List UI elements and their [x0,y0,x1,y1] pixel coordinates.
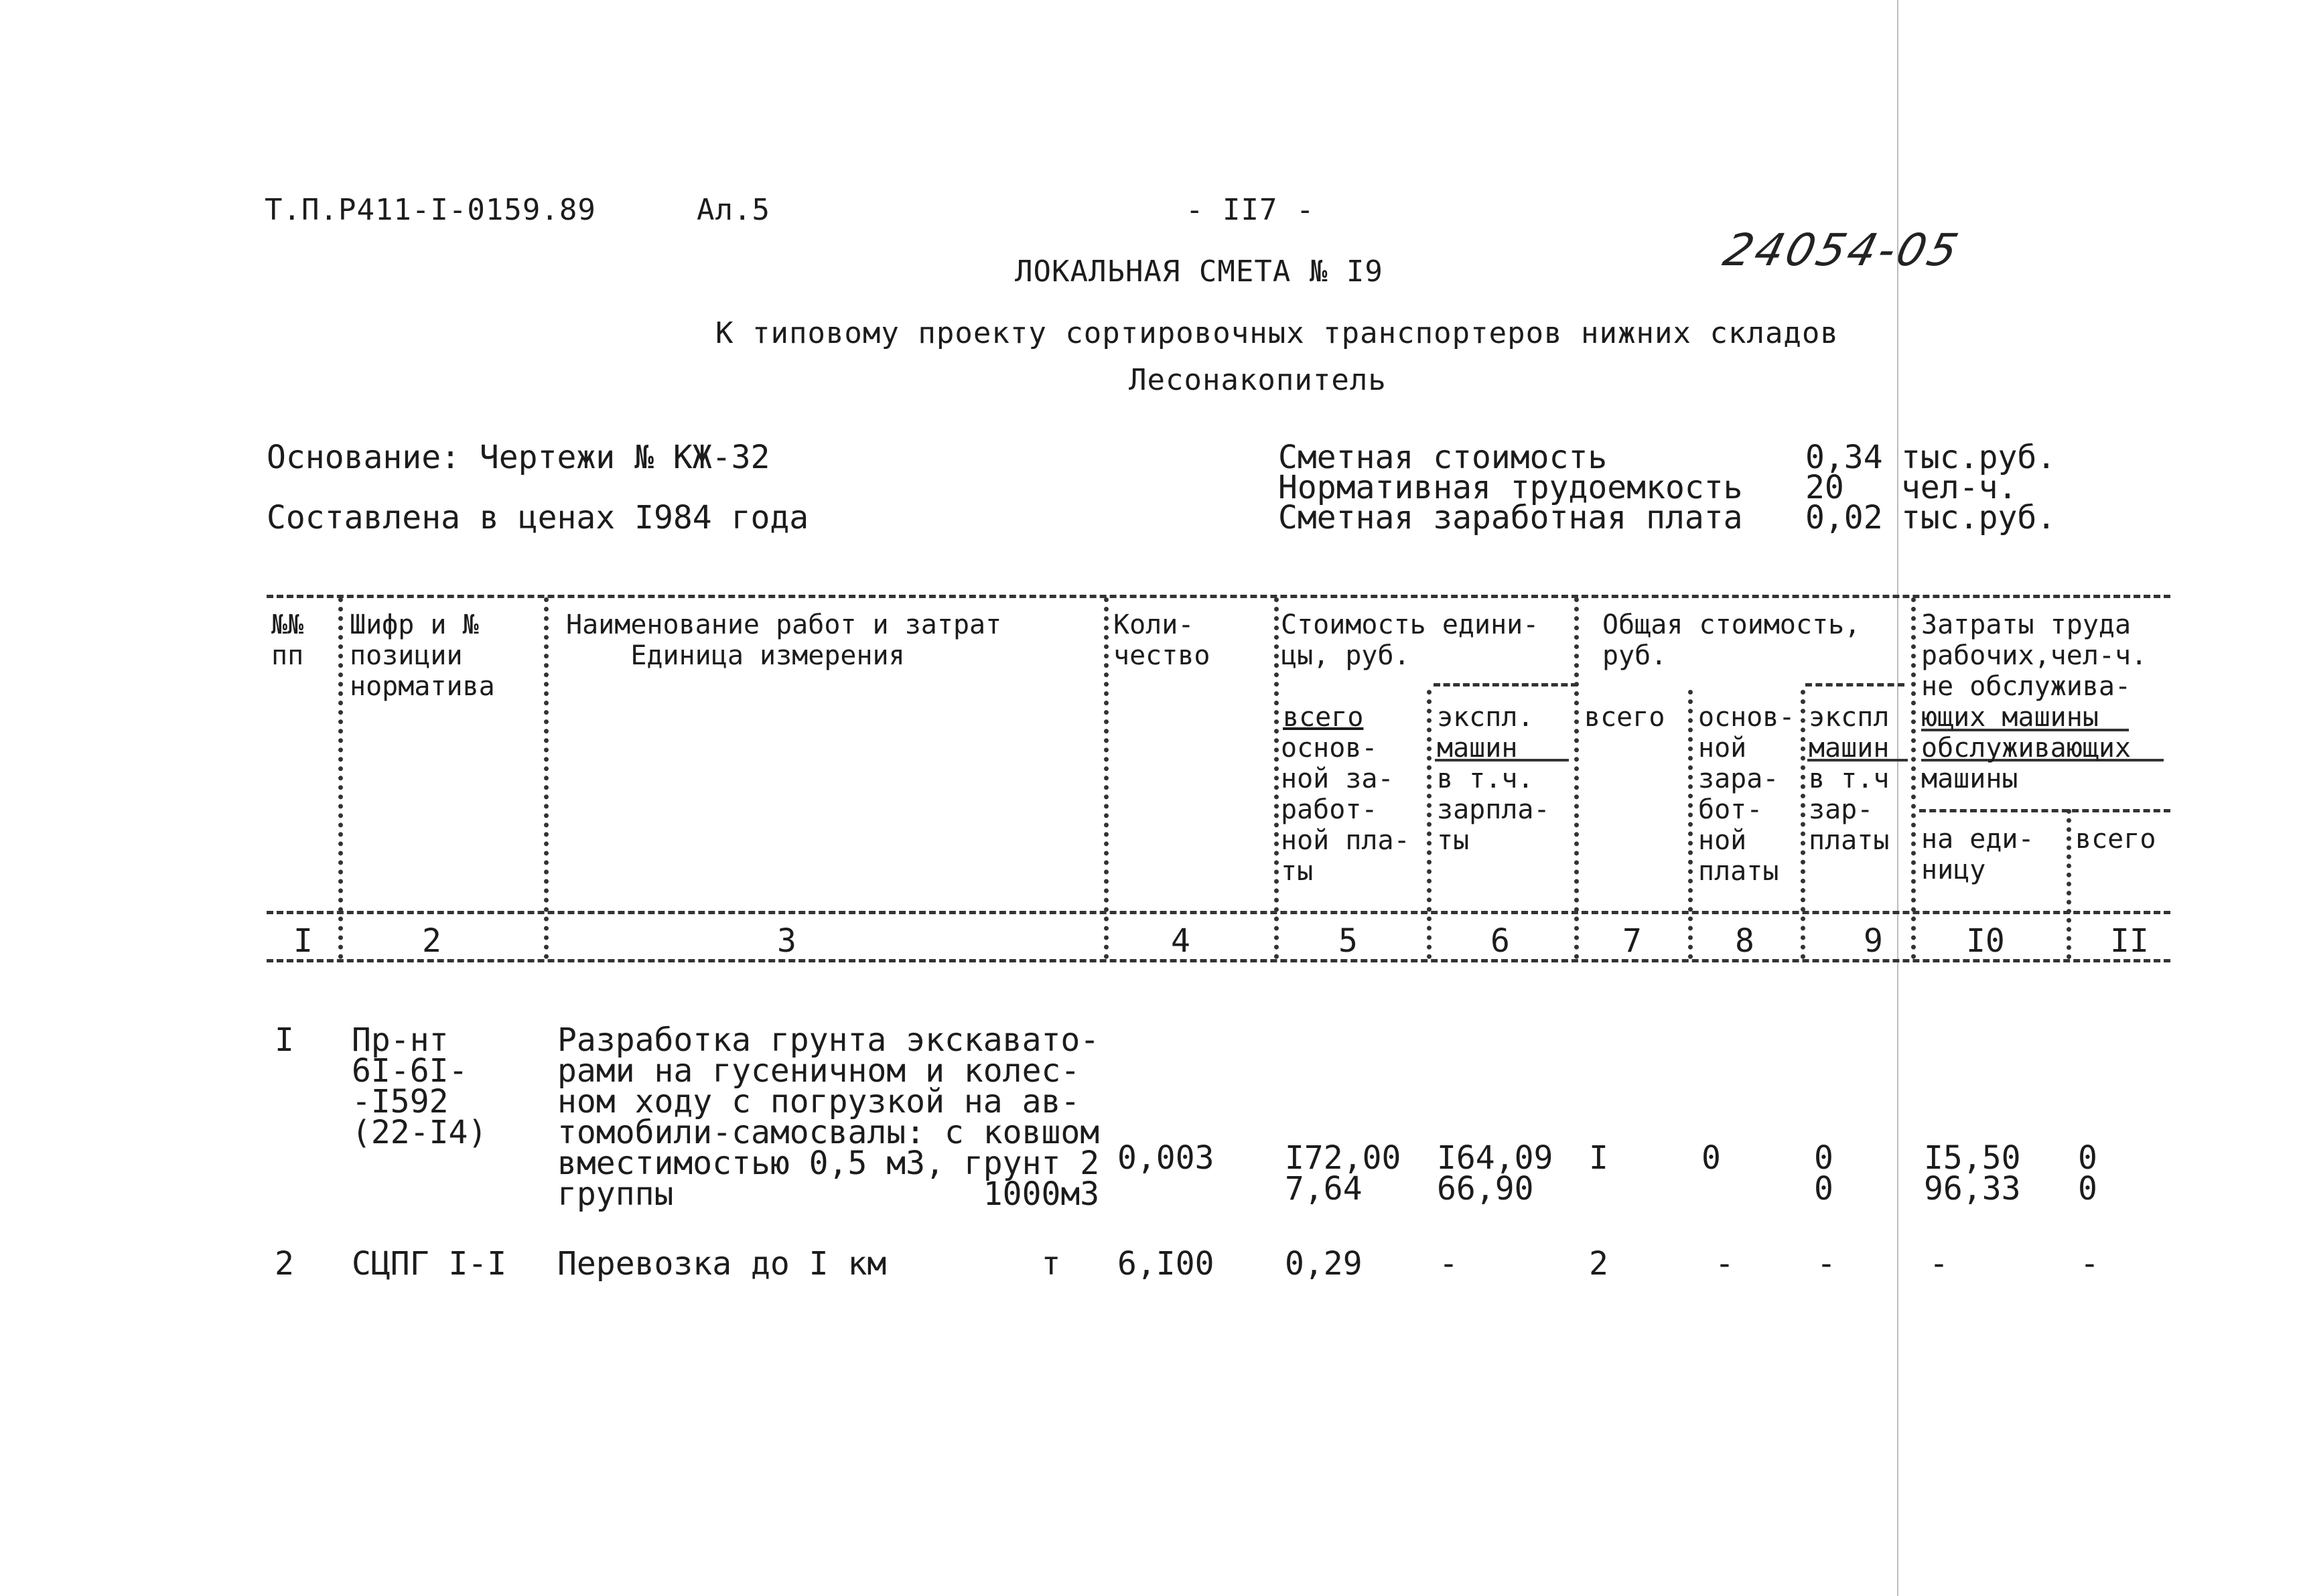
row-norm-code: Пр-нт 6I-6I- -I592 (22-I4) [352,1021,488,1151]
total-cost-split-rule [1805,683,1904,686]
row-total-wage: - [1715,1245,1734,1283]
colnum-4: 4 [1171,922,1190,960]
row-total-machine: - [1817,1245,1836,1283]
row-work-name: Перевозка до I км т [557,1245,1061,1283]
colnum-3: 3 [777,922,796,960]
header-labor-machine: ющих машины [1921,702,2099,733]
row-labor-per-unit: - [1929,1245,1949,1283]
colnum-2: 2 [422,922,441,960]
colnum-9: 9 [1864,922,1883,960]
colnum-11: II [2110,922,2149,960]
page-number: - II7 - [1186,193,1315,227]
header-unit-machine: экспл. машин [1437,702,1534,764]
colnum-7: 7 [1622,922,1642,960]
header-labor-group: Затраты труда рабочих,чел-ч. не обслужива- [1921,609,2148,702]
row-labor-total: - [2080,1245,2099,1283]
album-number: Ал.5 [697,193,770,227]
summary-labor-unit: чел-ч. [1901,469,2018,506]
row-total: I [1589,1139,1608,1177]
col-divider-1 [338,597,343,959]
summary-wage-unit: тыс.руб. [1901,499,2056,536]
row-unit-cost: I72,00 7,64 [1285,1139,1401,1208]
row-number: I [275,1021,294,1059]
row-unit-machine: - [1439,1245,1458,1283]
header-work-name: Наименование работ и затрат Единица измерения [566,609,1002,671]
row-total-wage: 0 [1701,1139,1721,1177]
summary-cost-value: 0,34 [1805,439,1883,476]
row-work-name: Разработка грунта экскавато- рами на гусеничном и колес- ном ходу с погрузкой на ав- томобили-самосвалы: с ковшом вместимостью 0,5 м3, грунт 2 группы 1000м3 [557,1021,1100,1213]
column-number-bottom-rule [267,959,2170,962]
row-quantity: 6,I00 [1117,1245,1214,1283]
colnum-8: 8 [1735,922,1754,960]
row-number: 2 [275,1245,294,1283]
header-unit-cost-group: Стоимость едини- цы, руб. [1281,609,1539,671]
estimate-title: ЛОКАЛЬНАЯ СМЕТА № I9 [1015,255,1383,289]
object-name: Лесонакопитель [1129,363,1387,397]
table-top-rule [267,595,2170,598]
header-total-wage: основ- ной зара- бот- ной платы [1698,702,1795,887]
row-labor-total: 0 0 [2078,1139,2097,1208]
header-total-machine: экспл машин [1809,702,1890,764]
row-labor-per-unit: I5,50 96,33 [1924,1139,2021,1208]
row-unit-cost: 0,29 [1285,1245,1363,1283]
col-divider-2 [544,597,549,959]
row-unit-machine: I64,09 66,90 [1437,1139,1553,1208]
col-divider-8 [1801,690,1805,959]
colnum-1: I [293,922,313,960]
summary-cost-unit: тыс.руб. [1901,439,2056,476]
header-labor-service-2: машины [1921,764,2018,794]
basis-drawings: Основание: Чертежи № КЖ-32 [267,439,770,476]
col-divider-10 [2067,809,2071,959]
header-unit-wage: основ- ной за- работ- ной пла- ты [1281,733,1410,887]
header-total-cost-group: Общая стоимость, руб. [1602,609,1861,671]
row-total: 2 [1589,1245,1608,1283]
col-divider-4 [1274,597,1279,959]
col-divider-5 [1427,690,1432,959]
header-labor-total: всего [2075,824,2156,855]
header-row-number: №№ пп [271,609,304,671]
header-norm-code: Шифр и № позиции норматива [350,609,495,702]
document-code: Т.П.Р411-I-0159.89 [265,193,596,227]
row-quantity: 0,003 [1117,1139,1214,1177]
summary-labor-label: Нормативная трудоемкость [1278,469,1743,506]
header-unit-machine-wage: в т.ч. зарпла- ты [1437,764,1550,856]
colnum-6: 6 [1490,922,1510,960]
column-number-top-rule [267,911,2170,914]
summary-cost-label: Сметная стоимость [1278,439,1608,476]
colnum-10: I0 [1966,922,2005,960]
col-divider-7 [1688,690,1693,959]
header-unit-total: всего [1283,702,1364,733]
summary-wage-label: Сметная заработная плата [1278,499,1743,536]
unit-cost-split-rule [1434,683,1578,686]
col-divider-3 [1104,597,1109,959]
handwritten-archive-number: 24054-05 [1718,224,1966,276]
labor-split-rule [1919,809,2170,812]
header-total-machine-wage: в т.ч зар- платы [1809,764,1890,856]
colnum-5: 5 [1338,922,1358,960]
row-total-machine: 0 0 [1814,1139,1833,1208]
header-quantity: Коли- чество [1113,609,1210,671]
header-labor-service: обслуживающих [1921,733,2132,764]
summary-wage-value: 0,02 [1805,499,1883,536]
estimate-subtitle: К типовому проекту сортировочных транспортеров нижних складов [715,316,1839,350]
summary-labor-value: 20 [1805,469,1844,506]
header-total-all: всего [1584,702,1665,733]
col-divider-9 [1911,597,1916,959]
row-norm-code: СЦПГ I-I [352,1245,507,1283]
col-divider-6 [1574,597,1579,959]
header-labor-per-unit: на еди- ницу [1921,824,2034,885]
basis-prices-year: Составлена в ценах I984 года [267,499,809,536]
